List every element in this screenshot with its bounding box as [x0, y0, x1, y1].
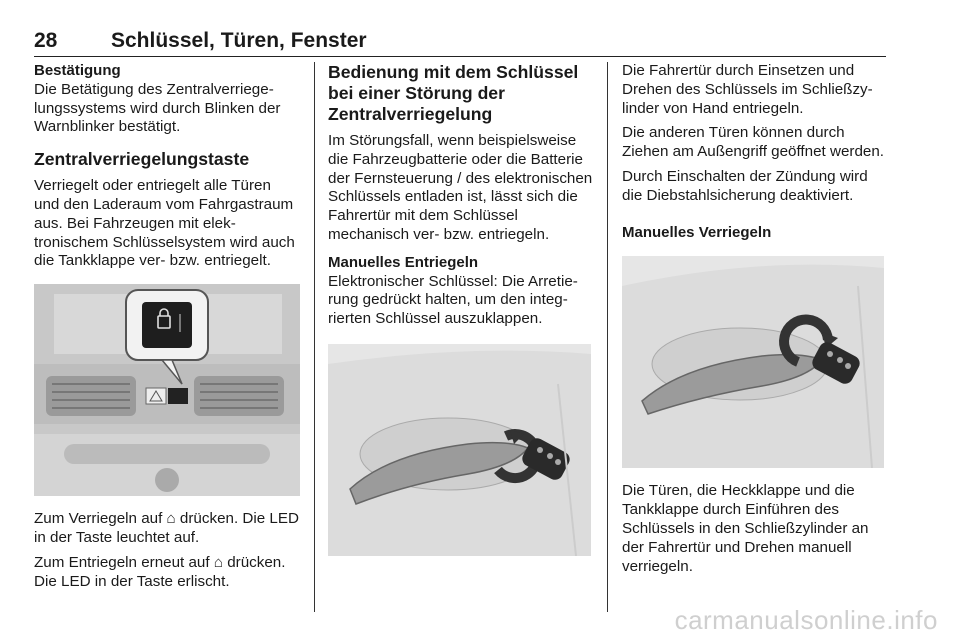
column-divider-2 — [607, 62, 608, 612]
heading-zentralverriegelungstaste: Zentralverriegelungstaste — [34, 149, 250, 170]
paragraph-taste: Verriegelt oder entriegelt alle Türen und den Laderaum vom Fahrgastraum aus. Bei Fahrzeugen mit elektronischem Schlüsselsystem wird auch die Tankklappe ver- bzw. entriegelt. — [34, 177, 295, 270]
dashboard-illustration — [34, 284, 300, 496]
paragraph-andere-tueren: Die anderen Türen können durch Ziehen am Außengriff geöffnet werden. — [622, 124, 885, 161]
paragraph-diebstahlsicherung: Durch Einschalten der Zündung wird die Diebstahlsicherung deaktiviert. — [622, 167, 868, 204]
subheading-manuelles-verriegeln: Manuelles Verriegeln — [622, 223, 772, 241]
paragraph-elektronischer-schluessel: Elektronischer Schlüssel: Die Arretierung gedrückt halten, um den integrierten Schlüssel auszuklappen. — [328, 272, 578, 328]
lock-handle-illustration — [622, 256, 884, 468]
heading-bedienung-schluessel: Bedienung mit dem Schlüssel bei einer Störung der Zentralverriegelung — [328, 62, 579, 124]
column-middle — [328, 62, 594, 556]
figure-dashboard-button — [34, 284, 300, 496]
figure-unlock-door-handle — [328, 344, 591, 556]
subheading-bestaetigung: Bestätigung — [34, 62, 121, 79]
paragraph-bestaetigung: Die Betätigung des Zentralverriegelungssystems wird durch Blinken der Warnblinker bestätigt. — [34, 80, 281, 136]
paragraph-fahrertuer-entriegeln: Die Fahrertür durch Einsetzen und Drehen des Schlüssels im Schließzylinder von Hand entriegeln. — [622, 62, 873, 117]
paragraph-entriegeln: Zum Entriegeln erneut auf ⌂ drücken. Die LED in der Taste erlischt. — [34, 553, 286, 590]
watermark: carmanualsonline.info — [674, 605, 938, 635]
figure-lock-door-handle — [622, 256, 884, 468]
page-title: Schlüssel, Türen, Fenster — [111, 29, 367, 52]
unlock-handle-illustration — [328, 344, 591, 556]
paragraph-stoerungsfall: Im Störungsfall, wenn beispielsweise die Fahrzeugbatterie oder die Batterie der Fernsteuerung / des elektronischen Schlüssels entladen ist, lässt sich die Fahrertür mit dem Schlüssel mechanisch ver- bzw. entriegeln. — [328, 132, 593, 243]
column-left — [34, 62, 300, 591]
column-divider-1 — [314, 62, 315, 612]
paragraph-manuell-verriegeln: Die Türen, die Heckklappe und die Tankklappe durch Einführen des Schlüssels in den Schließzylinder an der Fahrertür und Drehen manuell verriegeln. — [622, 482, 869, 575]
page-header — [34, 30, 886, 57]
page-number: 28 — [34, 29, 58, 52]
subheading-manuelles-entriegeln: Manuelles Entriegeln — [328, 253, 479, 271]
paragraph-verriegeln: Zum Verriegeln auf ⌂ drücken. Die LED in der Taste leuchtet auf. — [34, 510, 299, 546]
column-right — [622, 62, 888, 576]
